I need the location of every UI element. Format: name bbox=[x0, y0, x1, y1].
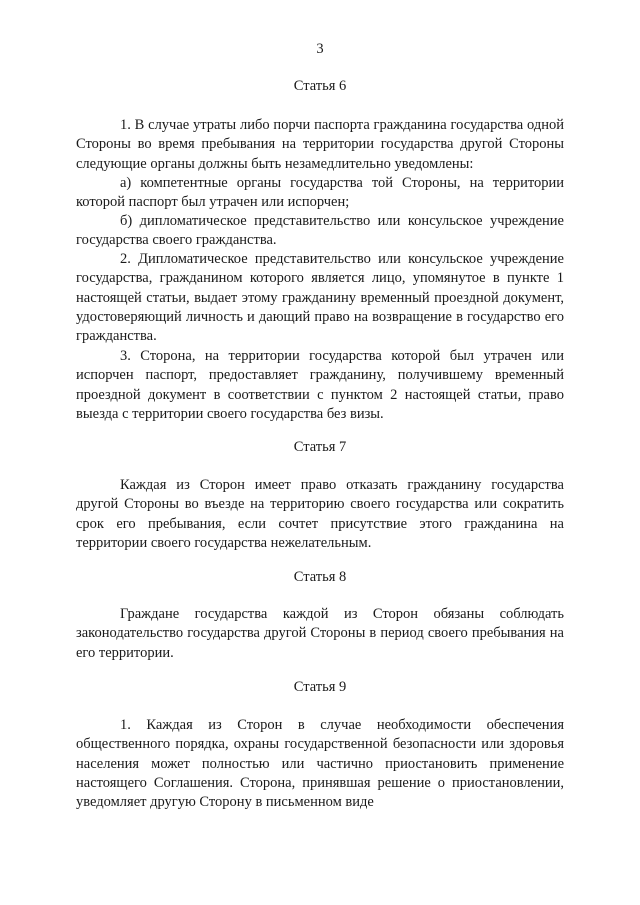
article-9-paragraph-1: 1. Каждая из Сторон в случае необходимости обеспечения общественного порядка, охраны государственной безопасности или здоровья населения может полностью или частично приостановить применение настоящего Соглашения. Сторона, принявшая решение о приостановлении, уведомляет другую Сторону в письменном виде bbox=[76, 717, 564, 811]
article-6-paragraph-1b: б) дипломатическое представительство или консульское учреждение государства своего гражданства. bbox=[76, 213, 564, 249]
article-7-heading: Статья 7 bbox=[293, 439, 347, 455]
article-9-heading: Статья 9 bbox=[293, 679, 347, 695]
article-6-paragraph-3: 3. Сторона, на территории государства которой был утрачен или испорчен паспорт, предоставляет гражданину, получившему временный проездной документ в соответствии с пунктом 2 настоящей статьи, право выезда с территории своего государства без визы. bbox=[76, 348, 564, 422]
article-8-paragraph: Граждане государства каждой из Сторон обязаны соблюдать законодательство государства другой Стороны в период своего пребывания на его территории. bbox=[76, 606, 564, 661]
article-7-paragraph: Каждая из Сторон имеет право отказать гражданину государства другой Стороны во въезде на территорию своего государства или сократить срок его пребывания, если сочтет присутствие этого гражданина на территории своего государства нежелательным. bbox=[76, 477, 564, 551]
page-number: 3 bbox=[316, 41, 324, 57]
article-8-heading: Статья 8 bbox=[293, 569, 347, 585]
article-6-paragraph-1: 1. В случае утраты либо порчи паспорта гражданина государства одной Стороны во время пребывания на территории государства другой Стороны следующие органы должны быть незамедлительно уведомлены: bbox=[76, 117, 564, 172]
article-6-paragraph-2: 2. Дипломатическое представительство или консульское учреждение государства, гражданином которого является лицо, упомянутое в пункте 1 настоящей статьи, выдает этому гражданину временный проездной документ, удостоверяющий личность и дающий право на возвращение в государство его гражданства. bbox=[76, 251, 564, 345]
article-6-paragraph-1a: а) компетентные органы государства той Стороны, на территории которой паспорт был утрачен или испорчен; bbox=[76, 175, 564, 211]
article-6-heading: Статья 6 bbox=[293, 78, 347, 94]
